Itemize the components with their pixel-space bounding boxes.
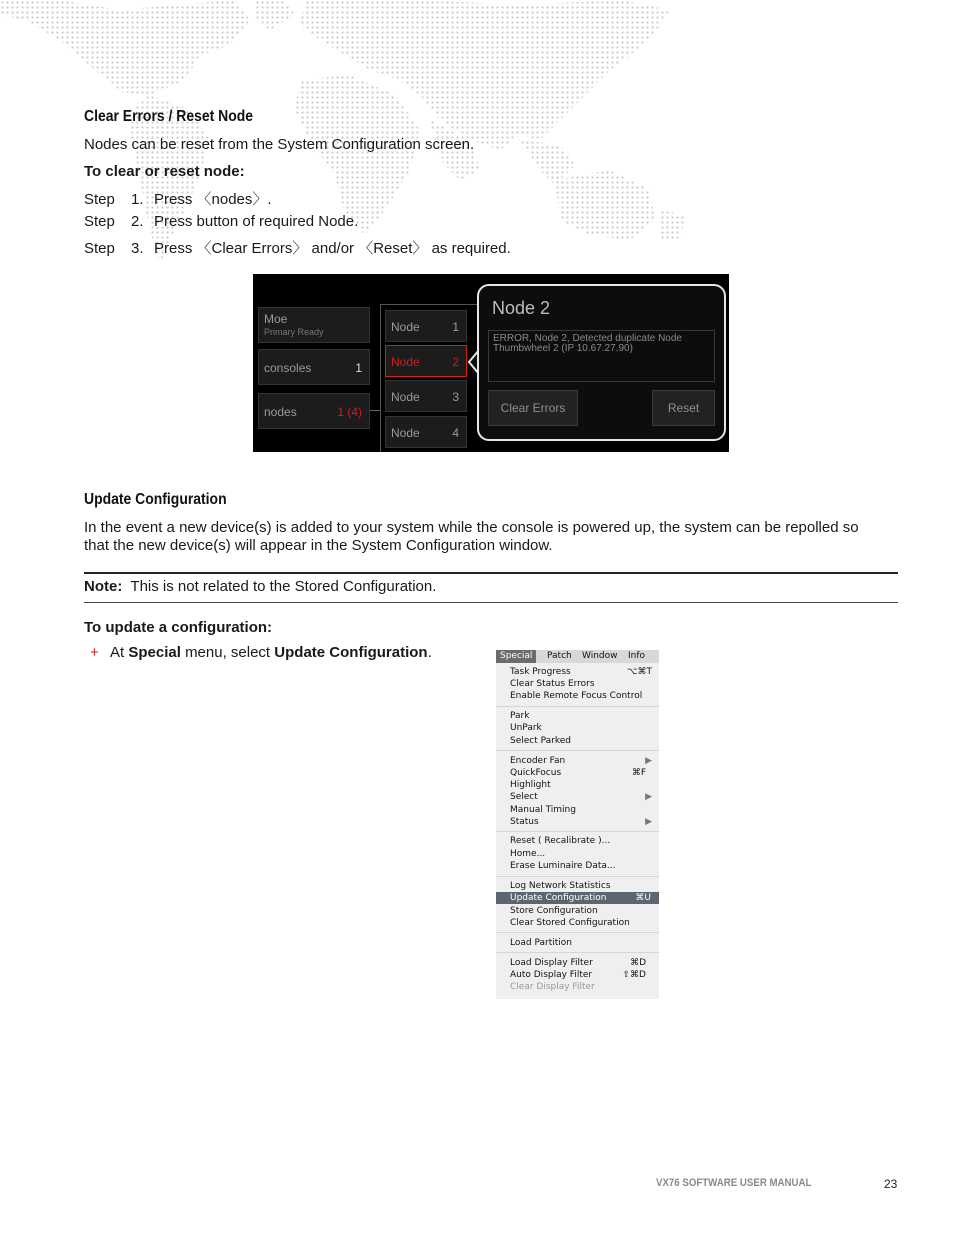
step-row xyxy=(84,237,511,258)
page-number: 23 xyxy=(884,1177,898,1191)
menu-separator xyxy=(496,876,659,877)
shortcut-label: ⌘F xyxy=(631,768,646,778)
submenu-arrow-icon: ▶ xyxy=(645,792,652,802)
menu-item-unpark[interactable] xyxy=(510,722,652,734)
menu-item-label: Clear Status Errors xyxy=(510,679,595,689)
step-label: Step xyxy=(84,213,115,230)
menu-item-log-network-statistics[interactable] xyxy=(510,880,652,892)
menu-item-status[interactable] xyxy=(510,816,652,828)
moe-button[interactable] xyxy=(258,307,370,343)
step-text: Press 〈Clear Errors〉 and/or 〈Reset〉 as required. xyxy=(154,240,511,257)
menu-item-label: Park xyxy=(510,711,530,721)
menu-item-label: Status xyxy=(510,817,539,827)
menu-item-label: Select Parked xyxy=(510,736,572,746)
menu-item-label: Load Partition xyxy=(510,938,572,948)
menu-item-label: Log Network Statistics xyxy=(510,881,611,891)
menu-item-auto-display-filter[interactable] xyxy=(510,969,652,981)
menu-item-load-partition[interactable] xyxy=(510,937,652,949)
node-button-1[interactable] xyxy=(385,310,467,342)
submenu-arrow-icon: ▶ xyxy=(645,756,652,766)
node-popup xyxy=(477,284,726,441)
node-button-4[interactable] xyxy=(385,416,467,448)
body-line-1: In the event a new device(s) is added to your system while the console is powered up, the system can be repolled so xyxy=(84,519,859,536)
menu-item-label: Reset ( Recalibrate )... xyxy=(510,836,611,846)
step-row xyxy=(84,188,272,209)
shortcut-label: ⇧⌘D xyxy=(622,970,646,980)
menu-item-select[interactable] xyxy=(510,791,652,803)
bullet-end: . xyxy=(427,644,432,661)
step-number: 1. xyxy=(131,191,144,208)
menu-window[interactable]: Window xyxy=(582,651,618,661)
menu-separator xyxy=(496,750,659,751)
menu-item-label: UnPark xyxy=(510,723,542,733)
menu-item-quickfocus[interactable] xyxy=(510,767,652,779)
footer-manual-title: VX76 SOFTWARE USER MANUAL xyxy=(656,1177,812,1189)
procedure-title-update: To update a configuration: xyxy=(84,619,273,636)
shortcut-label: ⌘U xyxy=(635,893,651,903)
menu-item-reset-recalibrate[interactable] xyxy=(510,835,652,847)
menu-item-clear-stored-configuration[interactable] xyxy=(510,917,652,929)
menu-item-label: Highlight xyxy=(510,780,551,790)
menu-separator xyxy=(496,706,659,707)
submenu-arrow-icon: ▶ xyxy=(645,817,652,827)
reset-button[interactable]: Reset xyxy=(652,390,715,426)
step-text: Press 〈nodes〉. xyxy=(154,191,272,208)
procedure-title-clear: To clear or reset node: xyxy=(84,163,245,180)
menu-item-label: Manual Timing xyxy=(510,805,576,815)
moe-title: Moe xyxy=(264,312,288,326)
consoles-label: consoles xyxy=(264,361,312,375)
menu-patch[interactable]: Patch xyxy=(547,651,572,661)
note-label: Note: xyxy=(84,578,123,595)
note-top-rule xyxy=(84,572,898,574)
menu-info[interactable]: Info xyxy=(628,651,646,661)
menu-item-update-configuration[interactable] xyxy=(496,892,659,904)
system-configuration-screenshot xyxy=(253,274,729,452)
special-menu-screenshot xyxy=(496,650,659,999)
menu-item-select-parked[interactable] xyxy=(510,735,652,747)
node-button-3[interactable] xyxy=(385,380,467,412)
note-text: This is not related to the Stored Configuration. xyxy=(130,578,437,595)
note xyxy=(84,578,436,596)
menu-item-encoder-fan[interactable] xyxy=(510,755,652,767)
menu-separator xyxy=(496,952,659,953)
plus-icon: + xyxy=(90,644,99,661)
node-number: 1 xyxy=(452,320,459,334)
body-line-2: that the new device(s) will appear in the System Configuration window. xyxy=(84,537,553,554)
error-message: ERROR, Node 2, Detected duplicate Node Thumbwheel 2 (IP 10.67.27.90) xyxy=(488,330,715,382)
connector-line xyxy=(380,304,381,452)
moe-status: Primary Ready xyxy=(264,327,324,337)
shortcut-label: ⌥⌘T xyxy=(627,667,652,677)
menu-item-load-display-filter[interactable] xyxy=(510,957,652,969)
popup-title: Node 2 xyxy=(492,298,551,318)
menu-item-label: Enable Remote Focus Control xyxy=(510,691,643,701)
consoles-button[interactable] xyxy=(258,349,370,385)
intro-text: Nodes can be reset from the System Configuration screen. xyxy=(84,136,475,153)
step-number: 2. xyxy=(131,213,144,230)
connector-line xyxy=(370,410,380,411)
bullet-item-name: Update Configuration xyxy=(274,644,428,661)
node-label: Node xyxy=(391,355,420,369)
nodes-label: nodes xyxy=(264,405,297,419)
node-number: 3 xyxy=(452,390,459,404)
connector-line xyxy=(380,304,477,305)
menu-item-label: Select xyxy=(510,792,538,802)
menu-special[interactable]: Special xyxy=(496,650,536,663)
heading-clear-errors: Clear Errors / Reset Node xyxy=(84,108,254,125)
menu-item-label: Load Display Filter xyxy=(510,958,593,968)
menu-bar xyxy=(496,650,659,663)
heading-update-configuration: Update Configuration xyxy=(84,491,227,508)
menu-item-label: Store Configuration xyxy=(510,906,598,916)
menu-item-erase-luminaire-data[interactable] xyxy=(510,860,652,872)
menu-item-label: Update Configuration xyxy=(510,893,607,903)
menu-item-enable-remote-focus[interactable] xyxy=(510,690,652,702)
step-text: Press button of required Node. xyxy=(154,213,359,230)
bullet-at: At xyxy=(110,644,125,661)
clear-errors-button[interactable]: Clear Errors xyxy=(488,390,578,426)
menu-item-label: Erase Luminaire Data... xyxy=(510,861,616,871)
node-label: Node xyxy=(391,426,420,440)
step-label: Step xyxy=(84,240,115,257)
node-number: 4 xyxy=(452,426,459,440)
menu-item-label: QuickFocus xyxy=(510,768,562,778)
bullet-item xyxy=(90,644,432,662)
step-number: 3. xyxy=(131,240,144,257)
menu-item-label: Clear Display Filter xyxy=(510,982,595,992)
shortcut-label: ⌘D xyxy=(630,958,646,968)
nodes-button[interactable] xyxy=(258,393,370,429)
menu-item-park[interactable] xyxy=(510,710,652,722)
menu-item-home[interactable] xyxy=(510,848,652,860)
note-bottom-rule xyxy=(84,602,898,603)
node-button-2[interactable] xyxy=(385,345,467,377)
menu-item-clear-display-filter xyxy=(510,981,652,993)
step-row xyxy=(84,213,358,230)
menu-item-label: Home... xyxy=(510,849,546,859)
menu-item-label: Auto Display Filter xyxy=(510,970,593,980)
nodes-count: 1 (4) xyxy=(337,405,362,419)
bullet-mid: menu, select xyxy=(185,644,271,661)
node-label: Node xyxy=(391,320,420,334)
node-number: 2 xyxy=(452,355,459,369)
menu-item-task-progress[interactable] xyxy=(510,666,652,678)
node-label: Node xyxy=(391,390,420,404)
menu-separator xyxy=(496,831,659,832)
menu-item-highlight[interactable] xyxy=(510,779,652,791)
step-label: Step xyxy=(84,191,115,208)
bullet-special: Special xyxy=(128,644,181,661)
menu-item-label: Encoder Fan xyxy=(510,756,566,766)
menu-item-label: Clear Stored Configuration xyxy=(510,918,630,928)
consoles-count: 1 xyxy=(355,361,362,375)
menu-item-store-configuration[interactable] xyxy=(510,905,652,917)
menu-item-label: Task Progress xyxy=(510,667,571,677)
menu-item-manual-timing[interactable] xyxy=(510,804,652,816)
menu-separator xyxy=(496,932,659,933)
menu-item-clear-status-errors[interactable] xyxy=(510,678,652,690)
